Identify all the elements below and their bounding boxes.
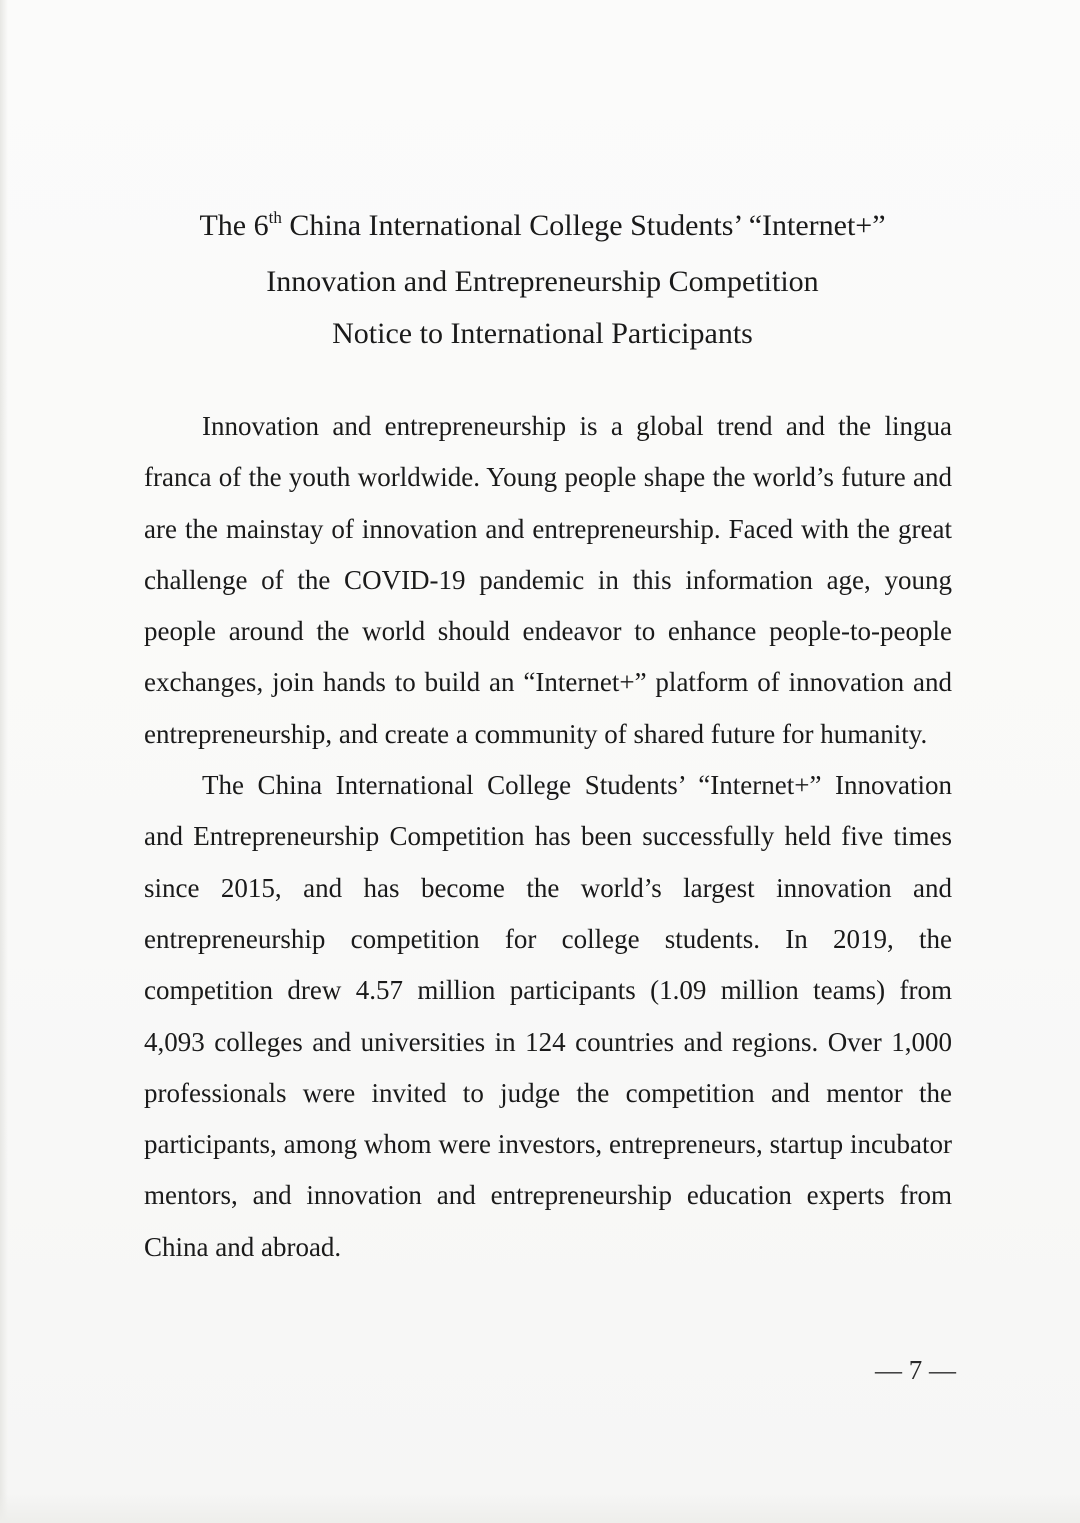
paragraph-1: Innovation and entrepreneurship is a global trend and the lingua franca of the youth worldwide. Young people shape the world’s future and are the mainstay of innovation and entrepreneurship. Faced with the great challenge of the COVID-19 pandemic in this information age, young people around the world should endeavor to enhance people-to-people exchanges, join hands to build an “Internet+” platform of innovation and entrepreneurship, and create a community of shared future for humanity. [144,411,952,749]
title-line-2: Innovation and Entrepreneurship Competition [266,265,819,298]
document-body [144,401,952,1273]
paragraph-2: The China International College Students’ “Internet+” Innovation and Entrepreneurship Competition has been successfully held five times since 2015, and has become the world’s largest innovation and entrepreneurship competition for college students. In 2019, the competition drew 4.57 million participants (1.09 million teams) from 4,093 colleges and universities in 124 countries and regions. Over 1,000 professionals were invited to judge the competition and mentor the participants, among whom were investors, entrepreneurs, startup incubator mentors, and innovation and entrepreneurship education experts from China and abroad. [144,770,952,1262]
title-line-1-prefix: The 6 [199,209,269,242]
title-ordinal-superscript: th [268,208,282,227]
page-number: — 7 — [875,1355,956,1385]
title-line-3: Notice to International Participants [332,317,753,350]
title-line-1-suffix: China International College Students’ “Internet+” [281,209,886,242]
scan-shadow-bottom [0,1493,1080,1523]
title-line-1 [0,200,1080,256]
document-title [0,200,1080,360]
